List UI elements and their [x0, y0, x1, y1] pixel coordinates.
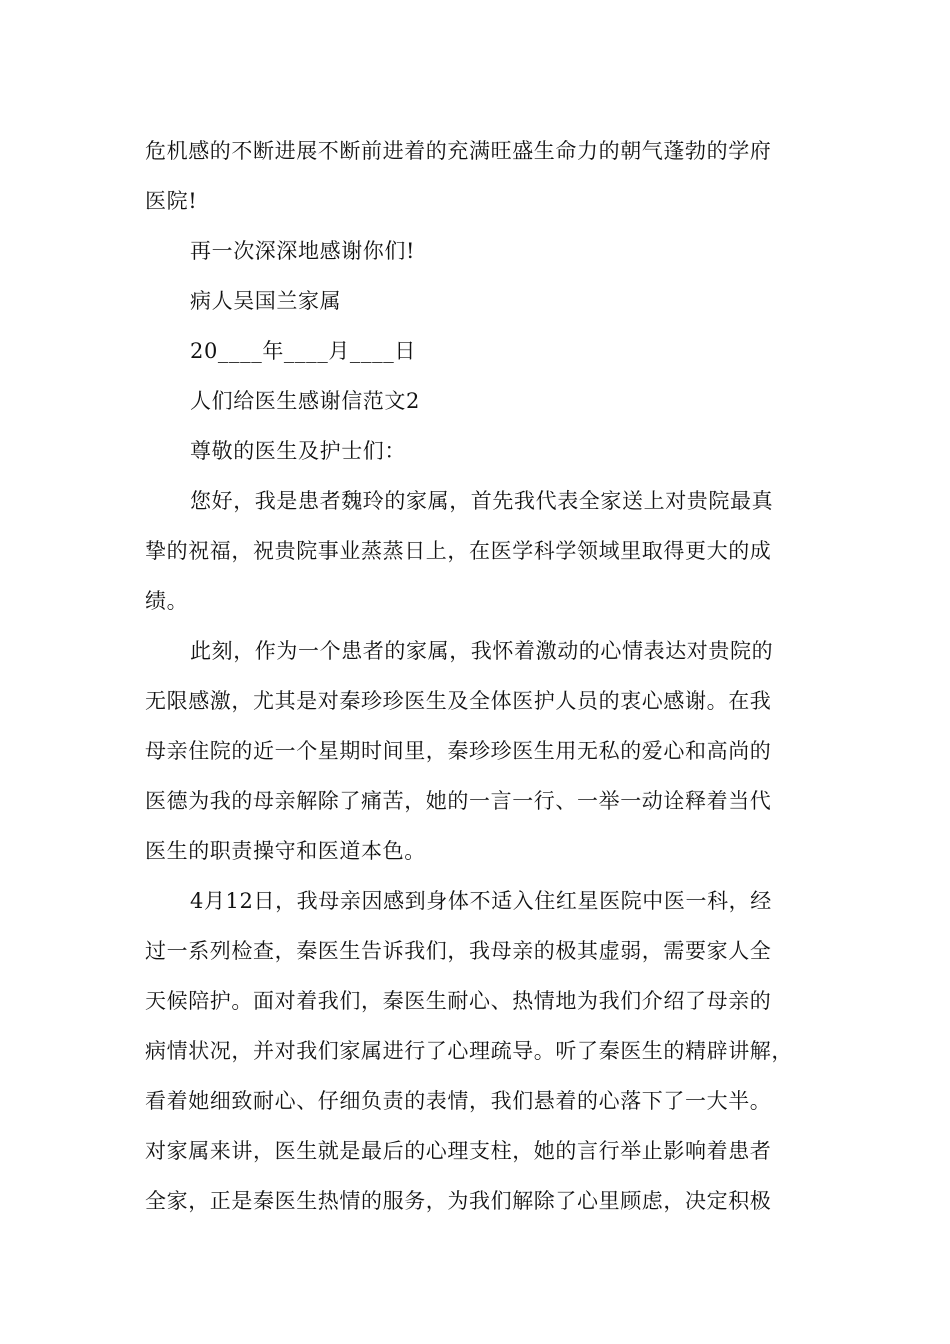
text-line: 天候陪护。面对着我们，秦医生耐心、热情地为我们介绍了母亲的	[145, 989, 772, 1013]
signature-line: 病人吴国兰家属	[190, 289, 342, 313]
text-line: 对家属来讲，医生就是最后的心理支柱，她的言行举止影响着患者	[145, 1139, 772, 1163]
text-line: 医生的职责操守和医道本色。	[145, 839, 426, 863]
text-line: 病情状况，并对我们家属进行了心理疏导。听了秦医生的精辟讲解，	[145, 1039, 793, 1063]
text-line: 再一次深深地感谢你们!	[190, 239, 416, 263]
text-line: 医院!	[145, 189, 198, 213]
text-line: 医德为我的母亲解除了痛苦，她的一言一行、一举一动诠释着当代	[145, 789, 772, 813]
text-line: 无限感激，尤其是对秦珍珍医生及全体医护人员的衷心感谢。在我	[145, 689, 772, 713]
salutation: 尊敬的医生及护士们：	[190, 439, 406, 463]
text-line: 看着她细致耐心、仔细负责的表情，我们悬着的心落下了一大半。	[145, 1089, 772, 1113]
text-line: 全家，正是秦医生热情的服务，为我们解除了心里顾虑，决定积极	[145, 1189, 772, 1213]
text-line: 您好，我是患者魏玲的家属，首先我代表全家送上对贵院最真	[190, 489, 774, 513]
letter-body	[145, 126, 815, 1226]
text-line: 绩。	[145, 589, 189, 613]
text-line: 4月12日，我母亲因感到身体不适入住红星医院中医一科，经	[190, 889, 772, 913]
text-line: 挚的祝福，祝贵院事业蒸蒸日上，在医学科学领域里取得更大的成	[145, 539, 772, 563]
text-line: 危机感的不断进展不断前进着的充满旺盛生命力的朝气蓬勃的学府	[145, 139, 772, 163]
section-title: 人们给医生感谢信范文2	[190, 389, 420, 413]
text-line: 母亲住院的近一个星期时间里，秦珍珍医生用无私的爱心和高尚的	[145, 739, 772, 763]
text-line: 过一系列检查，秦医生告诉我们，我母亲的极其虚弱，需要家人全	[145, 939, 772, 963]
text-line: 此刻，作为一个患者的家属，我怀着激动的心情表达对贵院的	[190, 639, 774, 663]
date-line: 20____年____月____日	[190, 339, 416, 363]
